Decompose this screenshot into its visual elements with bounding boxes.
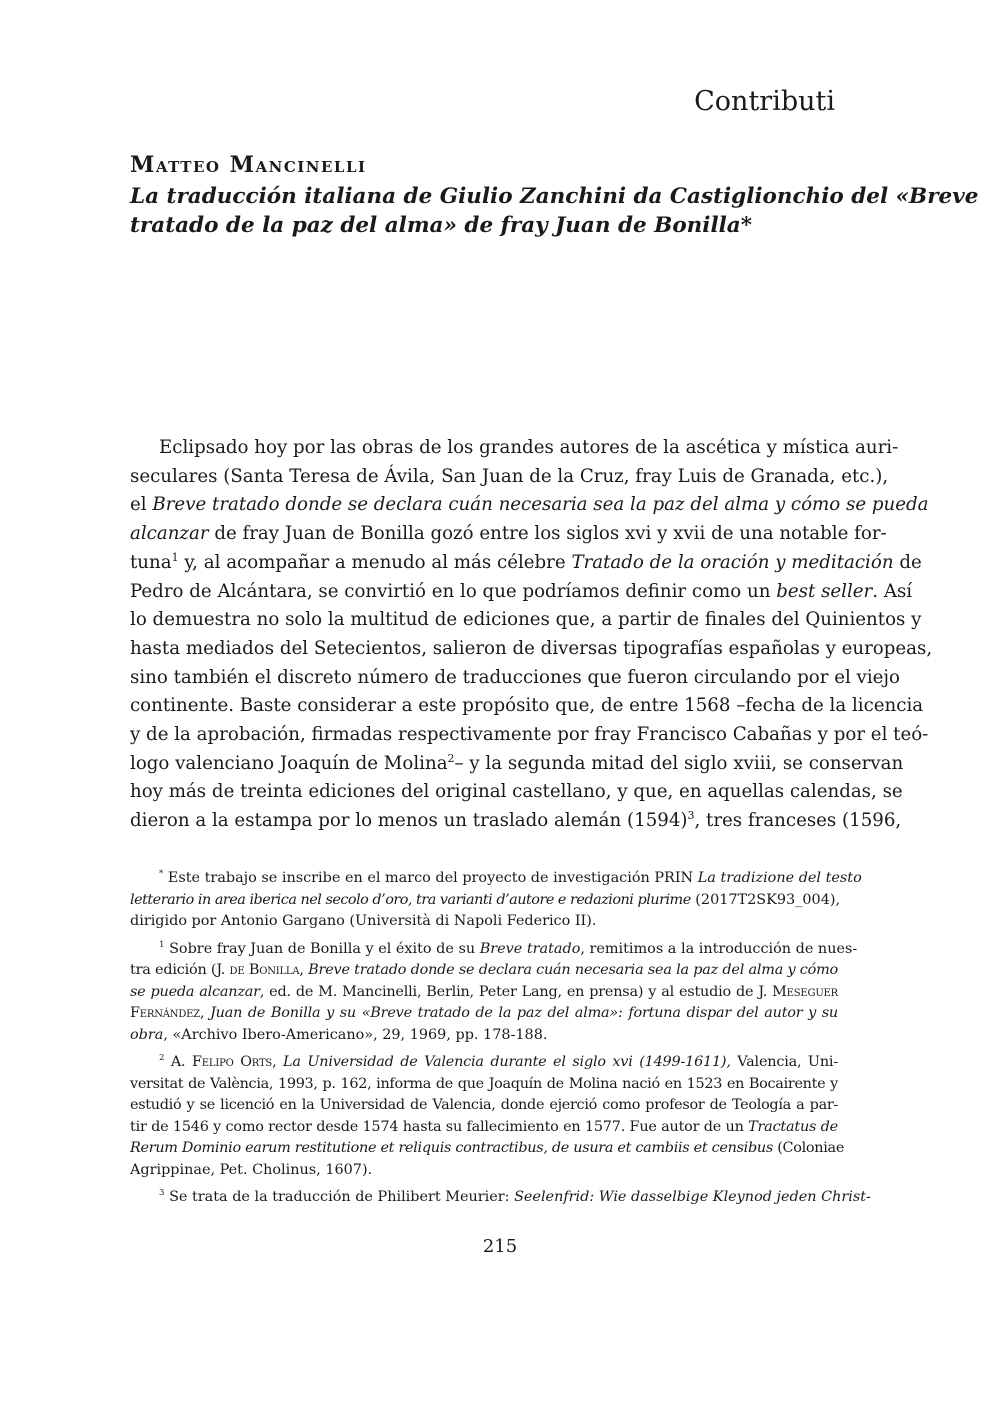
text-run: . Así bbox=[872, 580, 913, 602]
italic-text-run: Tratado de la oración y meditación bbox=[571, 551, 894, 573]
footnote-mark: 1 bbox=[159, 939, 165, 950]
text-run: , bbox=[272, 1054, 284, 1070]
author-name: Matteo Mancinelli bbox=[130, 152, 367, 178]
section-heading: Contributi bbox=[694, 86, 835, 117]
italic-text-run: Breve tratado bbox=[479, 940, 581, 957]
footnote-mark: 2 bbox=[159, 1053, 165, 1064]
italic-text-run: La Universidad de Valencia durante el siglo xvi (1499-1611), bbox=[283, 1054, 731, 1070]
body-line: seculares (Santa Teresa de Ávila, San Juan de la Cruz, fray Luis de Granada, etc.), bbox=[130, 465, 889, 487]
body-line bbox=[130, 491, 929, 520]
text-run: , ed. de M. Mancinelli, Berlin, Peter Lang, en prensa) y al estudio de J. bbox=[259, 983, 773, 1000]
footnote-line bbox=[130, 1052, 838, 1074]
footnote-line bbox=[130, 890, 841, 912]
footnote-mark: * bbox=[159, 869, 164, 880]
footnote-line bbox=[130, 1187, 871, 1209]
body-line: y de la aprobación, firmadas respectivamente por fray Francisco Cabañas y por el teó- bbox=[130, 724, 929, 746]
body-paragraph bbox=[130, 434, 933, 836]
small-caps-run: Meseguer bbox=[772, 983, 838, 1000]
footnote-line: versitat de València, 1993, p. 162, informa de que Joaquín de Molina nació en 1523 en Bocairente y bbox=[130, 1075, 838, 1092]
italic-text-run: best seller bbox=[776, 580, 873, 602]
text-run: tir de 1546 y como rector desde 1574 hasta su fallecimiento en 1577. Fue autor de un bbox=[130, 1118, 749, 1135]
footnote-line bbox=[130, 868, 862, 890]
text-run: tra edición (J. bbox=[130, 962, 230, 978]
footnote-line: dirigido por Antonio Gargano (Università di Napoli Federico II). bbox=[130, 913, 597, 929]
page-number: 215 bbox=[482, 1236, 518, 1257]
footnote bbox=[130, 939, 858, 1047]
italic-text-run: La tradizione del testo bbox=[697, 870, 862, 886]
text-run: , tres franceses (1596, bbox=[694, 810, 902, 832]
text-run: Sobre fray Juan de Bonilla y el éxito de su bbox=[164, 940, 480, 957]
footnote bbox=[130, 1052, 845, 1181]
body-line bbox=[130, 807, 902, 836]
small-caps-run: de Bonilla bbox=[229, 962, 300, 978]
italic-text-run: letterario in area iberica nel secolo d’oro, tra varianti d’autore e redazioni plurime bbox=[130, 891, 691, 908]
body-line: sino también el discreto número de traducciones que fueron circulando por el viejo bbox=[130, 666, 900, 688]
footnote-line bbox=[130, 982, 838, 1004]
footnote-ref[interactable]: 1 bbox=[171, 550, 179, 564]
body-line: hoy más de treinta ediciones del original castellano, y que, en aquellas calendas, se bbox=[130, 781, 903, 803]
text-run: – y la segunda mitad del siglo xviii, se conservan bbox=[454, 752, 904, 774]
italic-text-run: Breve tratado donde se declara cuán necesaria sea la paz del alma y cómo se pueda bbox=[152, 494, 929, 516]
body-line: continente. Baste considerar a este propósito que, de entre 1568 –fecha de la licencia bbox=[130, 695, 924, 717]
footnote-ref[interactable]: 2 bbox=[447, 751, 455, 765]
footnote bbox=[130, 1187, 871, 1209]
text-run: tuna bbox=[130, 551, 172, 573]
italic-text-run: alcanzar bbox=[130, 523, 209, 545]
text-run: y, al acompañar a menudo al más célebre bbox=[178, 551, 572, 573]
footnote-ref[interactable]: 3 bbox=[687, 809, 695, 823]
italic-text-run: Rerum Dominio earum restitutione et reliquis contractibus, de usura et cambiis et censibus bbox=[130, 1140, 773, 1156]
text-run: logo valenciano Joaquín de Molina bbox=[130, 752, 448, 774]
text-run: , remitimos a la introducción de nues- bbox=[580, 940, 858, 957]
text-run: Este trabajo se inscribe en el marco del proyecto de investigación PRIN bbox=[163, 870, 698, 886]
footnotes bbox=[130, 868, 871, 1215]
footnote-line bbox=[130, 939, 858, 961]
body-line bbox=[130, 578, 913, 607]
footnote-line bbox=[130, 1003, 838, 1025]
body-line: Eclipsado hoy por las obras de los grandes autores de la ascética y mística auri- bbox=[159, 437, 899, 458]
italic-text-run: Breve tratado donde se declara cuán necesaria sea la paz del alma y cómo bbox=[308, 962, 839, 978]
footnote-line: Agrippinae, Pet. Cholinus, 1607). bbox=[130, 1161, 373, 1178]
body-line bbox=[130, 520, 887, 549]
article-title-line: La traducción italiana de Giulio Zanchini da Castiglionchio del «Breve bbox=[130, 184, 979, 209]
article-title bbox=[130, 182, 979, 240]
text-run: , bbox=[200, 1005, 211, 1021]
text-run: A. bbox=[164, 1054, 193, 1070]
body-line bbox=[130, 549, 922, 578]
text-run: de fray Juan de Bonilla gozó entre los siglos xvi y xvii de una notable for- bbox=[208, 523, 887, 545]
text-run: , bbox=[299, 962, 309, 978]
text-run: Valencia, Uni- bbox=[730, 1054, 838, 1070]
footnote-line bbox=[130, 1025, 838, 1047]
italic-text-run: Seelenfrid: Wie dasselbige Kleynod jeden Christ- bbox=[514, 1189, 871, 1205]
text-run: dieron a la estampa por lo menos un traslado alemán (1594) bbox=[130, 810, 688, 832]
footnote-line: estudió y se licenció en la Universidad de Valencia, donde ejerció como profesor de Teología a par- bbox=[130, 1097, 838, 1113]
text-run: el bbox=[130, 494, 153, 516]
text-run: , «Archivo Ibero-Americano», 29, 1969, pp. 178-188. bbox=[163, 1026, 548, 1043]
footnote-line bbox=[130, 1138, 845, 1160]
small-caps-run: Fernández bbox=[130, 1005, 201, 1021]
body-line: hasta mediados del Setecientos, salieron de diversas tipografías españolas y europeas, bbox=[130, 637, 933, 659]
article-title-line: tratado de la paz del alma» de fray Juan de Bonilla* bbox=[130, 213, 752, 238]
italic-text-run: obra bbox=[130, 1026, 164, 1043]
footnote bbox=[130, 868, 862, 933]
text-run: (2017T2SK93_004), bbox=[690, 891, 841, 908]
footnote-line bbox=[130, 960, 838, 982]
italic-text-run: se pueda alcanzar bbox=[130, 983, 260, 1000]
small-caps-run: Felipo Orts bbox=[192, 1054, 273, 1070]
footnote-line bbox=[130, 1117, 838, 1139]
text-run: Se trata de la traducción de Philibert Meurier: bbox=[164, 1189, 515, 1205]
text-run: Pedro de Alcántara, se convirtió en lo que podríamos definir como un bbox=[130, 580, 777, 602]
italic-text-run: Juan de Bonilla y su «Breve tratado de la paz del alma»: fortuna dispar del autor y su bbox=[210, 1005, 838, 1021]
italic-text-run: Tractatus de bbox=[748, 1118, 838, 1135]
text-run: de bbox=[893, 551, 922, 573]
text-run: (Coloniae bbox=[772, 1140, 845, 1156]
body-line bbox=[130, 750, 904, 779]
body-line: lo demuestra no solo la multitud de ediciones que, a partir de finales del Quinientos y bbox=[130, 609, 922, 631]
footnote-mark: 3 bbox=[159, 1188, 165, 1199]
